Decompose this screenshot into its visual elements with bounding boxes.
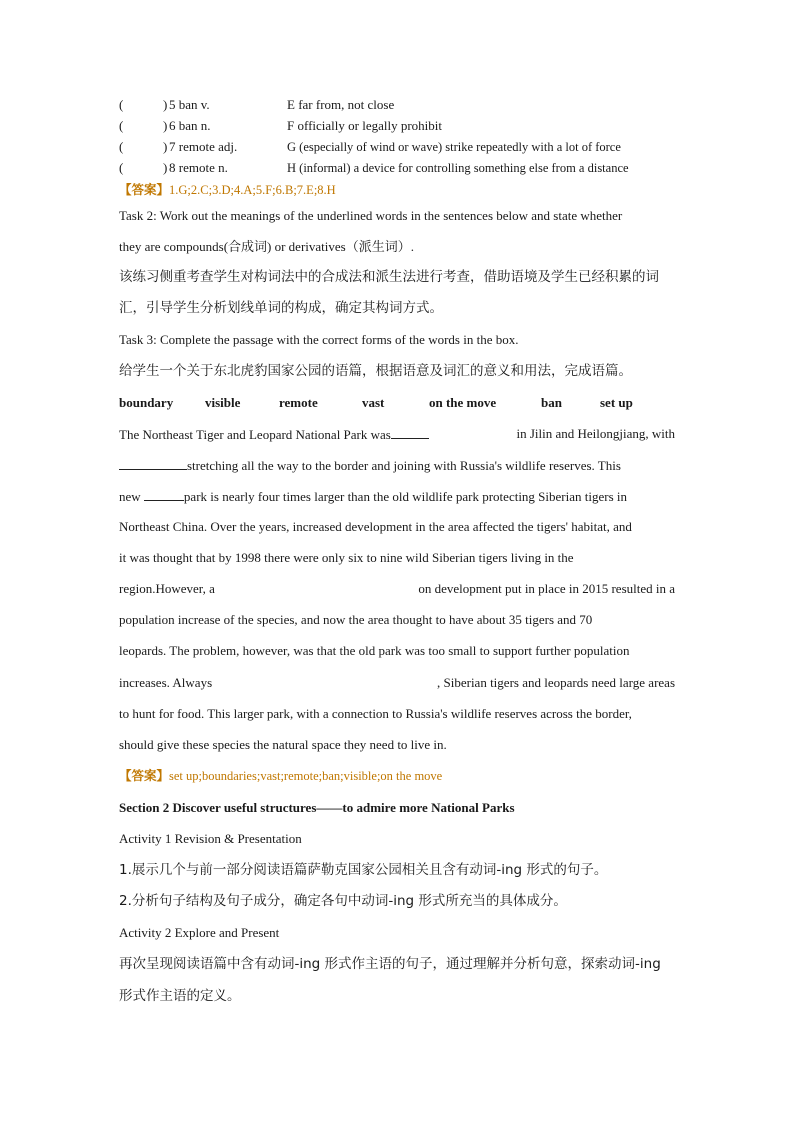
- word-box-item: ban: [541, 395, 562, 410]
- paren-close: ): [163, 160, 168, 175]
- paren-open: (: [119, 139, 124, 154]
- passage-line: [119, 674, 675, 692]
- activity-step: 2.分析句子结构及句子成分，确定各句中动词-ing 形式所充当的具体成分。: [119, 893, 567, 909]
- match-definition: E far from, not close: [287, 97, 395, 112]
- task2-instruction-cont: they are compounds(合成词) or derivatives（派生词）.: [119, 239, 414, 254]
- answer-blank[interactable]: [144, 487, 184, 501]
- match-item: 6 ban n.: [169, 118, 211, 133]
- activity-step: 1.展示几个与前一部分阅读语篇萨勒克国家公园相关且含有动词-ing 形式的句子。: [119, 862, 608, 878]
- passage-line: leopards. The problem, however, was that the old park was too small to support further population: [119, 643, 630, 658]
- task2-note-cn: 该练习侧重考查学生对构词法中的合成法和派生法进行考查，借助语境及学生已经积累的词: [119, 269, 659, 285]
- passage-line: to hunt for food. This larger park, with a connection to Russia's wildlife reserves across the border,: [119, 706, 632, 721]
- paren-open: (: [119, 118, 124, 133]
- task3-instruction: Task 3: Complete the passage with the correct forms of the words in the box.: [119, 332, 519, 347]
- passage-fragment: , Siberian tigers and leopards need large areas: [437, 675, 675, 690]
- answer-line: [119, 181, 336, 199]
- word-box-item: set up: [600, 395, 633, 410]
- passage-text: [119, 425, 429, 444]
- passage-line: [119, 456, 621, 475]
- paren-open: (: [119, 97, 124, 112]
- passage-line: [119, 425, 675, 444]
- answer-blank[interactable]: [391, 425, 429, 439]
- paren-open: (: [119, 160, 124, 175]
- passage-fragment: stretching all the way to the border and joining with Russia's wildlife reserves. This: [187, 458, 621, 473]
- passage-line: Northeast China. Over the years, increased development in the area affected the tigers' habitat, and: [119, 519, 632, 534]
- word-box-item: vast: [362, 395, 385, 410]
- passage-line: [119, 580, 675, 598]
- answer-tag: 【答案】: [119, 182, 170, 197]
- word-box-item: remote: [279, 395, 318, 410]
- activity-description-cont: 形式作主语的定义。: [119, 988, 241, 1004]
- word-box-item: visible: [205, 395, 241, 410]
- passage-line: [119, 487, 627, 506]
- task3-note-cn: 给学生一个关于东北虎豹国家公园的语篇，根据语意及词汇的意义和用法，完成语篇。: [119, 363, 632, 379]
- answer-line: [119, 767, 442, 785]
- passage-line: population increase of the species, and now the area thought to have about 35 tigers and 70: [119, 612, 593, 627]
- match-item: 8 remote n.: [169, 160, 228, 175]
- paren-close: ): [163, 139, 168, 154]
- passage-fragment: on development put in place in 2015 resulted in a: [418, 581, 675, 596]
- passage-fragment: in Jilin and Heilongjiang, with: [516, 426, 675, 441]
- passage-line: it was thought that by 1998 there were only six to nine wild Siberian tigers living in the: [119, 550, 574, 565]
- answer-tag: 【答案】: [119, 768, 170, 783]
- activity-title: Activity 2 Explore and Present: [119, 925, 280, 940]
- passage-line: should give these species the natural space they need to live in.: [119, 737, 447, 752]
- answer-blank[interactable]: [119, 456, 187, 470]
- activity-title: Activity 1 Revision & Presentation: [119, 831, 302, 846]
- match-item: 7 remote adj.: [169, 139, 238, 154]
- paren-close: ): [163, 118, 168, 133]
- task2-instruction: Task 2: Work out the meanings of the underlined words in the sentences below and state whether: [119, 208, 623, 223]
- answer-text: 1.G;2.C;3.D;4.A;5.F;6.B;7.E;8.H: [169, 183, 336, 197]
- match-definition: F officially or legally prohibit: [287, 118, 443, 133]
- match-definition: G (especially of wind or wave) strike repeatedly with a lot of force: [287, 140, 621, 154]
- word-box-item: on the move: [429, 395, 497, 410]
- match-item: 5 ban v.: [169, 97, 210, 112]
- paren-close: ): [163, 97, 168, 112]
- task2-note-cn-cont: 汇，引导学生分析划线单词的构成，确定其构词方式。: [119, 300, 443, 316]
- activity-description: 再次呈现阅读语篇中含有动词-ing 形式作主语的句子，通过理解并分析句意，探索动词-ing: [119, 956, 661, 972]
- passage-fragment: increases. Always: [119, 675, 213, 690]
- passage-fragment: The Northeast Tiger and Leopard National Park was: [119, 427, 391, 442]
- passage-fragment: region.However, a: [119, 581, 215, 596]
- passage-fragment: new: [119, 489, 141, 504]
- passage-fragment: park is nearly four times larger than the old wildlife park protecting Siberian tigers in: [183, 489, 628, 504]
- match-definition: H (informal) a device for controlling something else from a distance: [287, 161, 629, 175]
- section-heading: Section 2 Discover useful structures——to admire more National Parks: [119, 800, 515, 815]
- answer-text: set up;boundaries;vast;remote;ban;visible;on the move: [169, 769, 443, 783]
- word-box-item: boundary: [119, 395, 174, 410]
